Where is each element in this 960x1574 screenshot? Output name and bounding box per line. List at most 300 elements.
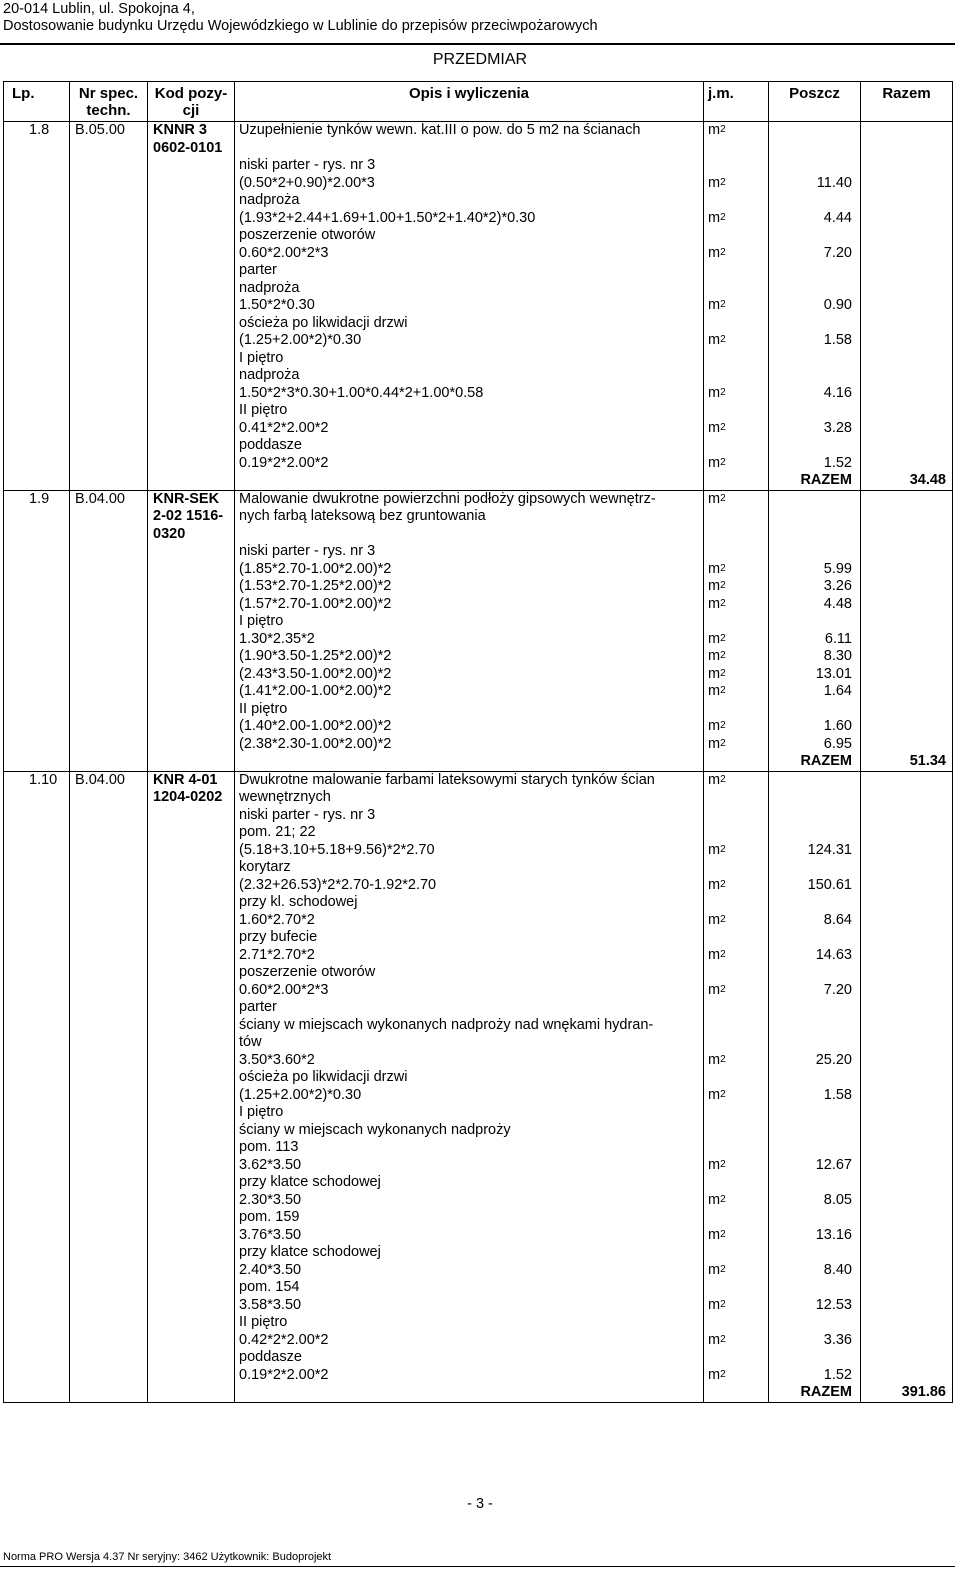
partial-quantity xyxy=(769,227,852,245)
total-spacer xyxy=(861,613,946,631)
partial-quantity: 4.44 xyxy=(823,209,852,226)
total-spacer xyxy=(861,578,946,596)
partial-quantity xyxy=(769,1104,852,1122)
partial-quantity: 150.61 xyxy=(807,876,852,893)
description-line: 2.71*2.70*2 xyxy=(239,946,315,963)
description-line: poszerzenie otworów xyxy=(239,964,376,980)
total-spacer xyxy=(861,280,946,298)
total-spacer xyxy=(861,385,946,403)
col-header-poszcz: Poszcz xyxy=(769,82,861,122)
unit-exponent: 2 xyxy=(720,773,726,785)
description-line: 3.76*3.50 xyxy=(239,1226,302,1243)
description-line: 3.62*3.50 xyxy=(239,1156,302,1173)
col-header-kod-line1: Kod pozy- xyxy=(154,85,228,102)
unit-value xyxy=(708,807,768,825)
description-line: niski parter - rys. nr 3 xyxy=(239,806,376,823)
partial-quantity xyxy=(769,1139,852,1157)
col-header-spec-line1: Nr spec. xyxy=(78,85,139,102)
unit-base: m xyxy=(708,1226,721,1243)
description-line: (2.32+26.53)*2*2.70-1.92*2.70 xyxy=(239,876,437,893)
description-line: (1.53*2.70-1.25*2.00)*2 xyxy=(239,578,392,594)
description-line: 1.50*2*3*0.30+1.00*0.44*2+1.00*0.58 xyxy=(239,384,484,401)
position-number xyxy=(4,490,70,771)
description-line: 3.58*3.50 xyxy=(239,1296,302,1313)
total-spacer xyxy=(861,1314,946,1332)
page-number: - 3 - xyxy=(467,1496,493,1512)
unit-exponent: 2 xyxy=(720,211,726,223)
description-line: poddasze xyxy=(239,1349,302,1365)
spec-code-text: B.04.00 xyxy=(75,490,125,507)
partial-quantity xyxy=(769,772,852,790)
total-spacer xyxy=(861,736,946,754)
spec-code-text: B.05.00 xyxy=(75,122,125,138)
description-line: przy bufecie xyxy=(239,929,318,945)
unit-value xyxy=(708,947,768,965)
partial-quantity xyxy=(769,367,852,385)
description-line xyxy=(239,526,703,544)
description-cell xyxy=(235,771,704,1402)
partial-quantity: 3.28 xyxy=(823,419,852,436)
unit-base: m xyxy=(708,560,721,577)
position-number xyxy=(4,122,70,491)
unit-value xyxy=(708,455,768,473)
norm-code xyxy=(148,771,235,1402)
total-spacer xyxy=(861,315,946,333)
total-spacer xyxy=(861,1192,946,1210)
total-spacer xyxy=(861,437,946,455)
unit-value xyxy=(708,1104,768,1122)
total-cell xyxy=(861,490,953,771)
unit-exponent: 2 xyxy=(720,737,726,749)
unit-base: m xyxy=(708,1191,721,1208)
total-spacer xyxy=(861,1227,946,1245)
total-spacer xyxy=(861,210,946,228)
unit-value xyxy=(708,1262,768,1280)
col-header-razem: Razem xyxy=(861,82,953,122)
document-title: PRZEDMIAR xyxy=(432,51,528,68)
unit-base: m xyxy=(708,946,721,963)
description-line: wewnętrznych xyxy=(239,789,331,805)
unit-exponent: 2 xyxy=(720,948,726,960)
description-line: (5.18+3.10+5.18+9.56)*2*2.70 xyxy=(239,841,435,858)
unit-value xyxy=(708,262,768,280)
subtotal-value: 51.34 xyxy=(909,753,946,769)
unit-value xyxy=(708,350,768,368)
unit-value xyxy=(708,1209,768,1227)
partial-quantity xyxy=(769,315,852,333)
total-spacer xyxy=(861,807,946,825)
description-line: (1.93*2+2.44+1.69+1.00+1.50*2+1.40*2)*0.30 xyxy=(239,209,536,226)
total-spacer xyxy=(861,262,946,280)
unit-value xyxy=(708,437,768,455)
total-spacer xyxy=(861,701,946,719)
description-line: ościeża po likwidacji drzwi xyxy=(239,314,408,331)
unit-value xyxy=(708,367,768,385)
partial-quantity: 5.99 xyxy=(823,560,852,577)
table-row xyxy=(4,122,953,491)
partial-quantity xyxy=(769,1017,852,1035)
unit-value xyxy=(708,964,768,982)
partial-quantity xyxy=(769,894,852,912)
unit-value xyxy=(708,315,768,333)
partial-quantity xyxy=(769,157,852,175)
unit-value xyxy=(708,824,768,842)
unit-base: m xyxy=(708,630,721,647)
total-spacer xyxy=(861,140,946,158)
total-cell xyxy=(861,122,953,491)
description-line: Uzupełnienie tynków wewn. kat.III o pow. do 5 m2 na ścianach xyxy=(239,122,641,138)
partial-quantity xyxy=(769,543,852,561)
unit-value xyxy=(708,1139,768,1157)
total-spacer xyxy=(861,1052,946,1070)
unit-base: m xyxy=(708,911,721,928)
unit-value xyxy=(708,280,768,298)
partial-quantity xyxy=(769,1069,852,1087)
partial-quantity xyxy=(769,1034,852,1052)
unit-base: m xyxy=(708,1261,721,1278)
unit-base: m xyxy=(708,718,721,734)
partial-quantity xyxy=(769,526,852,544)
description-line: I piętro xyxy=(239,1104,284,1120)
unit-value xyxy=(708,210,768,228)
total-spacer xyxy=(861,859,946,877)
unit-exponent: 2 xyxy=(720,562,726,574)
unit-base: m xyxy=(708,209,721,226)
unit-exponent: 2 xyxy=(720,176,726,188)
total-spacer xyxy=(861,772,946,790)
unit-value xyxy=(708,877,768,895)
total-spacer xyxy=(861,999,946,1017)
unit-value xyxy=(708,332,768,350)
table-header-row xyxy=(4,82,953,122)
partial-quantity: 3.26 xyxy=(823,578,852,594)
description-line: (2.38*2.30-1.00*2.00)*2 xyxy=(239,735,392,752)
unit-cell xyxy=(704,771,769,1402)
total-spacer xyxy=(861,648,946,666)
unit-value xyxy=(708,999,768,1017)
spec-code xyxy=(70,771,148,1402)
partial-quantity xyxy=(769,999,852,1017)
unit-exponent: 2 xyxy=(720,124,726,135)
col-header-kod-line2: cji xyxy=(182,102,200,119)
total-spacer xyxy=(861,683,946,701)
total-spacer xyxy=(861,192,946,210)
description-line: II piętro xyxy=(239,1314,288,1330)
unit-value xyxy=(708,701,768,719)
unit-base: m xyxy=(708,578,721,594)
description-spacer xyxy=(239,472,703,490)
total-spacer xyxy=(861,455,946,473)
unit-value xyxy=(708,1279,768,1297)
total-spacer xyxy=(861,332,946,350)
partial-quantity: 1.52 xyxy=(823,1366,852,1383)
position-number-text: 1.8 xyxy=(29,122,50,138)
total-spacer xyxy=(861,561,946,579)
partial-quantity xyxy=(769,1244,852,1262)
total-spacer xyxy=(861,122,946,140)
description-spacer xyxy=(239,753,703,771)
total-cell xyxy=(861,771,953,1402)
unit-base: m xyxy=(708,1051,721,1068)
description-line: 1.50*2*0.30 xyxy=(239,297,315,313)
unit-exponent: 2 xyxy=(720,1193,726,1205)
description-line: (1.25+2.00*2)*0.30 xyxy=(239,332,362,348)
partial-quantity: 1.58 xyxy=(823,1086,852,1103)
unit-value xyxy=(708,543,768,561)
description-line: pom. 21; 22 xyxy=(239,824,316,840)
unit-base: m xyxy=(708,1296,721,1313)
description-line: poszerzenie otworów xyxy=(239,227,376,243)
unit-cell xyxy=(704,122,769,491)
norm-code-line: 2-02 1516- xyxy=(153,508,224,524)
partial-quantity xyxy=(769,613,852,631)
total-spacer xyxy=(861,420,946,438)
total-spacer xyxy=(861,1349,946,1367)
software-info: Norma PRO Wersja 4.37 Nr seryjny: 3462 Użytkownik: Budoprojekt xyxy=(3,1551,332,1563)
unit-exponent: 2 xyxy=(720,685,726,696)
unit-exponent: 2 xyxy=(720,1053,726,1065)
col-header-jm: j.m. xyxy=(704,82,769,122)
total-spacer xyxy=(861,982,946,1000)
table-row xyxy=(4,490,953,771)
description-line: ściany w miejscach wykonanych nadproży nad wnękami hydran- xyxy=(239,1016,654,1033)
description-line: pom. 159 xyxy=(239,1209,300,1225)
partial-quantity xyxy=(769,1314,852,1332)
total-spacer xyxy=(861,666,946,684)
partial-quantity: 13.01 xyxy=(815,665,852,682)
description-line xyxy=(239,140,703,158)
partial-quantity xyxy=(769,491,852,509)
description-line: korytarz xyxy=(239,859,291,875)
description-line: poddasze xyxy=(239,437,302,453)
partial-quantity xyxy=(769,140,852,158)
partial-quantity: 12.53 xyxy=(815,1296,852,1313)
subtotal-value: 34.48 xyxy=(909,472,946,488)
col-header-lp: Lp. xyxy=(4,82,70,122)
unit-value xyxy=(708,402,768,420)
unit-exponent: 2 xyxy=(720,1228,726,1240)
unit-spacer xyxy=(708,1384,768,1402)
unit-base: m xyxy=(708,490,721,507)
partial-quantity xyxy=(769,807,852,825)
total-spacer xyxy=(861,227,946,245)
unit-value xyxy=(708,982,768,1000)
description-line: Dwukrotne malowanie farbami lateksowymi starych tynków ścian xyxy=(239,771,655,788)
total-spacer xyxy=(861,157,946,175)
unit-value xyxy=(708,912,768,930)
description-line: 1.30*2.35*2 xyxy=(239,630,315,647)
partial-quantity xyxy=(769,122,852,140)
total-spacer xyxy=(861,245,946,263)
partial-quantity xyxy=(769,280,852,298)
unit-base: m xyxy=(708,297,721,313)
description-cell xyxy=(235,122,704,491)
partial-quantity xyxy=(769,1122,852,1140)
subtotal-label: RAZEM xyxy=(800,472,852,488)
total-spacer xyxy=(861,1244,946,1262)
partial-quantity: 6.95 xyxy=(823,735,852,752)
unit-value xyxy=(708,122,768,140)
unit-value xyxy=(708,157,768,175)
unit-base: m xyxy=(708,595,721,612)
unit-exponent: 2 xyxy=(720,1368,726,1380)
col-header-spec-line2: techn. xyxy=(86,102,131,119)
total-spacer xyxy=(861,367,946,385)
unit-base: m xyxy=(708,174,721,191)
partial-quantity: 124.31 xyxy=(807,841,852,858)
unit-value xyxy=(708,842,768,860)
partial-quantity: 1.60 xyxy=(823,718,852,734)
unit-value xyxy=(708,508,768,526)
total-spacer xyxy=(861,912,946,930)
description-line: (1.41*2.00-1.00*2.00)*2 xyxy=(239,683,392,699)
subtotal-label: RAZEM xyxy=(800,1384,852,1400)
footer-rule xyxy=(0,1566,955,1567)
partial-quantity: 14.63 xyxy=(815,946,852,963)
unit-exponent: 2 xyxy=(720,843,726,855)
unit-exponent: 2 xyxy=(720,1298,726,1310)
unit-base: m xyxy=(708,841,721,858)
partial-quantity xyxy=(769,1279,852,1297)
description-line: (0.50*2+0.90)*2.00*3 xyxy=(239,174,375,191)
total-spacer xyxy=(861,297,946,315)
unit-value xyxy=(708,596,768,614)
total-spacer xyxy=(861,350,946,368)
partial-quantity: 7.20 xyxy=(823,981,852,998)
total-spacer xyxy=(861,894,946,912)
header-project-name: Dostosowanie budynku Urzędu Wojewódzkiego w Lublinie do przepisów przeciwpożarowych xyxy=(3,18,598,34)
description-line: 2.40*3.50 xyxy=(239,1261,302,1278)
total-spacer xyxy=(861,543,946,561)
description-line: 1.60*2.70*2 xyxy=(239,911,315,928)
header-address: 20-014 Lublin, ul. Spokojna 4, xyxy=(3,1,195,17)
partial-quantity xyxy=(769,350,852,368)
unit-value xyxy=(708,1227,768,1245)
unit-value xyxy=(708,894,768,912)
total-spacer xyxy=(861,1157,946,1175)
partial-quantity: 1.58 xyxy=(823,332,852,348)
description-line: (1.25+2.00*2)*0.30 xyxy=(239,1086,362,1103)
norm-code xyxy=(148,490,235,771)
position-number xyxy=(4,771,70,1402)
partial-quantity: 8.30 xyxy=(823,648,852,664)
description-line: 0.41*2*2.00*2 xyxy=(239,419,329,436)
total-spacer xyxy=(861,1034,946,1052)
col-header-kod xyxy=(148,82,235,122)
unit-base: m xyxy=(708,771,721,788)
unit-value xyxy=(708,631,768,649)
partial-quantity: 3.36 xyxy=(823,1331,852,1348)
unit-base: m xyxy=(708,122,721,138)
spec-code xyxy=(70,122,148,491)
partial-quantity: 6.11 xyxy=(824,630,852,647)
unit-exponent: 2 xyxy=(720,1158,726,1170)
description-line: przy kl. schodowej xyxy=(239,894,358,910)
unit-value xyxy=(708,648,768,666)
unit-value xyxy=(708,929,768,947)
unit-value xyxy=(708,526,768,544)
spec-code-text: B.04.00 xyxy=(75,771,125,788)
unit-exponent: 2 xyxy=(720,1333,726,1345)
unit-value xyxy=(708,683,768,701)
norm-code-line: 1204-0202 xyxy=(153,789,223,805)
unit-exponent: 2 xyxy=(720,913,726,925)
unit-exponent: 2 xyxy=(720,667,726,679)
norm-code xyxy=(148,122,235,491)
unit-exponent: 2 xyxy=(720,1263,726,1275)
partial-quantity: 8.64 xyxy=(823,911,852,928)
unit-value xyxy=(708,1332,768,1350)
unit-exponent: 2 xyxy=(720,878,726,890)
unit-value xyxy=(708,175,768,193)
unit-base: m xyxy=(708,384,721,401)
total-spacer xyxy=(861,1017,946,1035)
description-line: II piętro xyxy=(239,700,288,717)
total-spacer xyxy=(861,842,946,860)
description-line: nadproża xyxy=(239,279,300,296)
total-spacer xyxy=(861,596,946,614)
table-row xyxy=(4,771,953,1402)
col-header-spec xyxy=(70,82,148,122)
description-cell xyxy=(235,490,704,771)
description-line: niski parter - rys. nr 3 xyxy=(239,543,376,559)
spec-code xyxy=(70,490,148,771)
description-line: (1.57*2.70-1.00*2.00)*2 xyxy=(239,595,392,612)
norm-code-line: 0320 xyxy=(153,525,186,542)
description-line: 3.50*3.60*2 xyxy=(239,1051,315,1068)
description-line: (2.43*3.50-1.00*2.00)*2 xyxy=(239,665,392,682)
partial-quantity: 25.20 xyxy=(815,1051,852,1068)
total-spacer xyxy=(861,1279,946,1297)
partial-quantity xyxy=(769,437,852,455)
partial-quantity xyxy=(769,859,852,877)
total-spacer xyxy=(861,631,946,649)
partial-quantity: 1.64 xyxy=(823,683,852,699)
total-spacer xyxy=(861,964,946,982)
partial-quantity-cell xyxy=(769,122,861,491)
unit-value xyxy=(708,1052,768,1070)
unit-value xyxy=(708,192,768,210)
unit-value xyxy=(708,227,768,245)
unit-exponent: 2 xyxy=(720,334,726,345)
partial-quantity xyxy=(769,402,852,420)
norm-code-line: KNNR 3 xyxy=(153,122,207,138)
partial-quantity-cell xyxy=(769,490,861,771)
partial-quantity xyxy=(769,262,852,280)
total-spacer xyxy=(861,402,946,420)
unit-base: m xyxy=(708,665,721,682)
description-line: (1.90*3.50-1.25*2.00)*2 xyxy=(239,648,392,664)
description-line: przy klatce schodowej xyxy=(239,1244,381,1260)
unit-value xyxy=(708,1314,768,1332)
total-spacer xyxy=(861,1297,946,1315)
unit-value xyxy=(708,859,768,877)
unit-value xyxy=(708,1087,768,1105)
partial-quantity xyxy=(769,929,852,947)
total-spacer xyxy=(861,1087,946,1105)
unit-value xyxy=(708,140,768,158)
total-spacer xyxy=(861,824,946,842)
unit-value xyxy=(708,1192,768,1210)
unit-cell xyxy=(704,490,769,771)
description-line: nadproża xyxy=(239,192,300,208)
total-spacer xyxy=(861,508,946,526)
partial-quantity xyxy=(769,192,852,210)
description-line: nych farbą lateksową bez gruntowania xyxy=(239,508,486,524)
total-spacer xyxy=(861,877,946,895)
unit-exponent: 2 xyxy=(720,421,726,433)
description-line: 0.60*2.00*2*3 xyxy=(239,981,329,998)
